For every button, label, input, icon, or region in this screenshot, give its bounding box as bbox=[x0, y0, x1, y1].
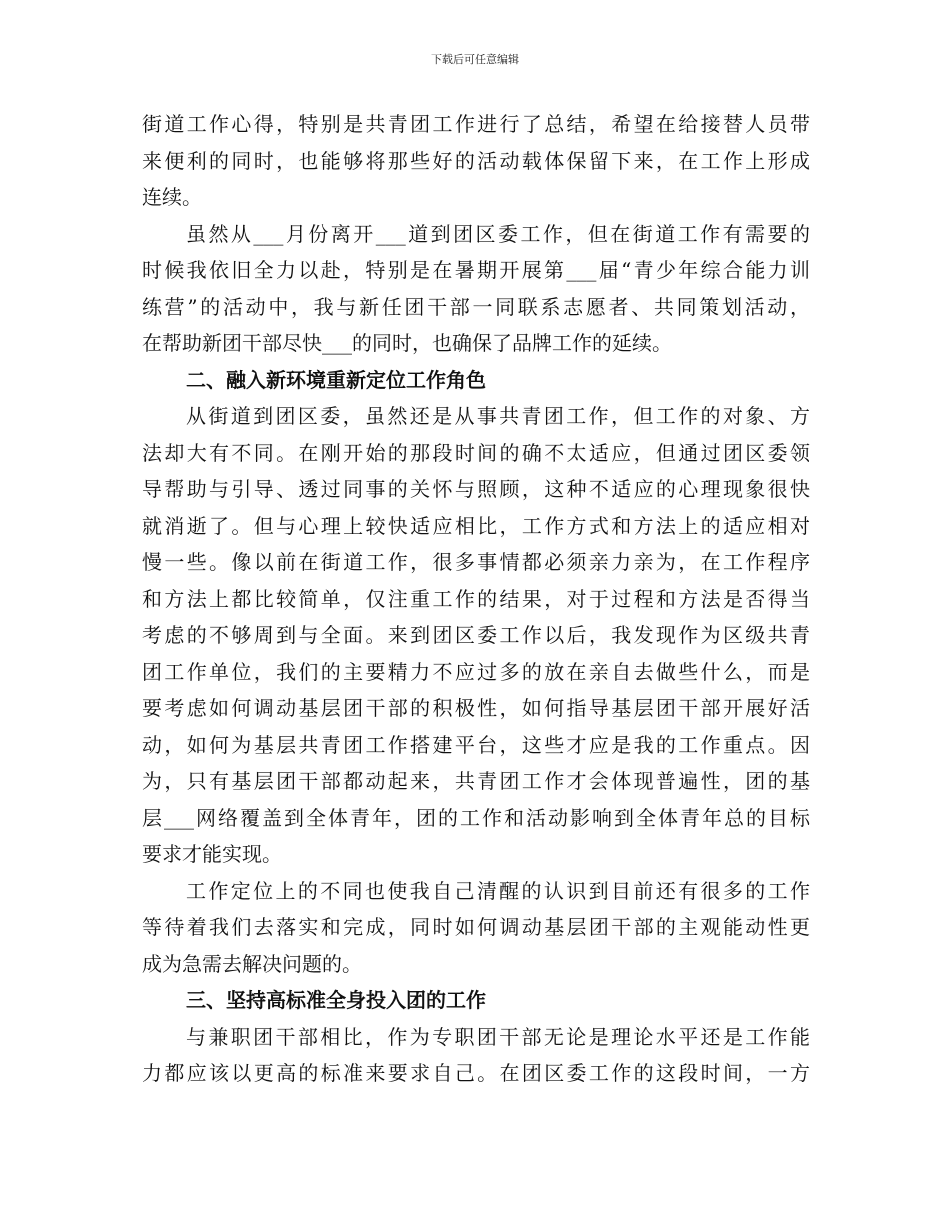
text-line: 与兼职团干部相比，作为专职团干部无论是理论水平还是工作能 bbox=[186, 1024, 810, 1049]
text-line: 导帮助与引导、透过同事的关怀与照顾，这种不适应的心理现象很快 bbox=[142, 477, 810, 501]
text-line: 来便利的同时，也能够将那些好的活动载体保留下来，在工作上形成 bbox=[142, 148, 810, 173]
text-line: 连续。 bbox=[142, 185, 202, 209]
text-line: 要考虑如何调动基层团干部的积极性，如何指导基层团干部开展好活 bbox=[142, 696, 810, 720]
text-line: 要求才能实现。 bbox=[142, 842, 282, 866]
text-line: 街道工作心得，特别是共青团工作进行了总结，希望在给接替人员带 bbox=[142, 112, 810, 136]
text-line: 力都应该以更高的标准来要求自己。在团区委工作的这段时间，一方 bbox=[142, 1061, 810, 1085]
text-line: 工作定位上的不同也使我自己清醒的认识到目前还有很多的工作 bbox=[186, 878, 810, 903]
text-line: 团工作单位，我们的主要精力不应过多的放在亲自去做些什么，而是 bbox=[142, 659, 810, 684]
text-line: 和方法上都比较简单，仅注重工作的结果，对于过程和方法是否得当 bbox=[142, 586, 810, 611]
section-heading: 二、融入新环境重新定位工作角色 bbox=[186, 367, 486, 392]
text-line: 就消逝了。但与心理上较快适应相比，工作方式和方法上的适应相对 bbox=[142, 513, 810, 538]
text-line: 时候我依旧全力以赴，特别是在暑期开展第___届“青少年综合能力训 bbox=[142, 258, 810, 282]
text-line: 法却大有不同。在刚开始的那段时间的确不太适应，但通过团区委领 bbox=[142, 440, 810, 465]
text-line: 虽然从___月份离开___道到团区委工作，但在街道工作有需要的 bbox=[186, 221, 810, 246]
text-line: 从街道到团区委，虽然还是从事共青团工作，但工作的对象、方 bbox=[186, 404, 810, 428]
text-line: 练营”的活动中，我与新任团干部一同联系志愿者、共同策划活动， bbox=[142, 294, 810, 319]
text-line: 层___网络覆盖到全体青年，团的工作和活动影响到全体青年总的目标 bbox=[142, 805, 810, 830]
text-line: 成为急需去解决问题的。 bbox=[142, 951, 362, 976]
text-line: 慢一些。像以前在街道工作，很多事情都必须亲力亲为，在工作程序 bbox=[142, 550, 810, 574]
text-line: 等待着我们去落实和完成，同时如何调动基层团干部的主观能动性更 bbox=[142, 915, 810, 939]
text-line: 在帮助新团干部尽快___的同时，也确保了品牌工作的延续。 bbox=[142, 331, 672, 355]
section-heading: 三、坚持高标准全身投入团的工作 bbox=[186, 988, 486, 1012]
page-header-note: 下载后可任意编辑 bbox=[431, 53, 519, 66]
document-body bbox=[142, 106, 810, 1092]
text-line: 为，只有基层团干部都动起来，共青团工作才会体现普遍性，团的基 bbox=[142, 769, 810, 793]
text-line: 考虑的不够周到与全面。来到团区委工作以后，我发现作为区级共青 bbox=[142, 623, 810, 647]
text-line: 动，如何为基层共青团工作搭建平台，这些才应是我的工作重点。因 bbox=[142, 732, 810, 757]
